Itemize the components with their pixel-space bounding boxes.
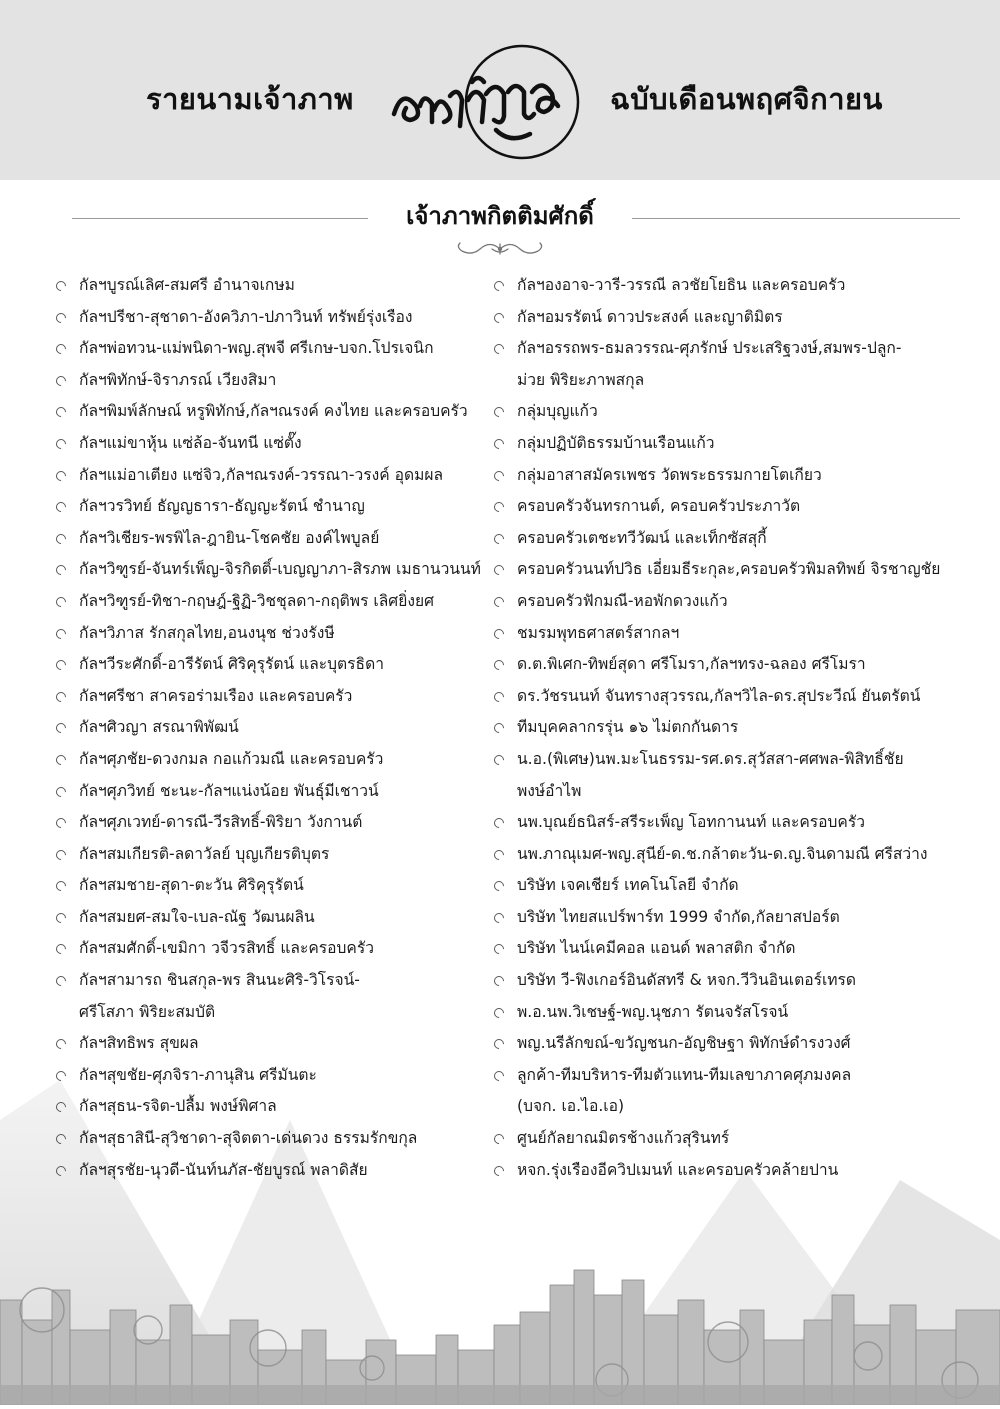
donor-name-line: ครอบครัวจันทรกานต์, ครอบครัวประภาวัต	[517, 497, 801, 516]
donor-name-line: กัลฯวิเชียร-พรพิไล-ฎายิน-โชคชัย องค์ไพบูลย์	[79, 528, 380, 547]
donor-list-item	[56, 839, 496, 871]
donor-name-line: กัลฯสุขชัย-ศุภจิรา-ภานุสิน ศรีมันตะ	[79, 1065, 317, 1084]
donor-name-line: กัลฯสามารถ ชินสกุล-พร สินนะศิริ-วิโรจน์-	[79, 971, 360, 990]
bullet-icon	[492, 595, 506, 609]
donor-name-line: กัลฯปรีชา-สุชาดา-อังควิภา-ปภาวินท์ ทรัพย์รุ่งเรือง	[79, 307, 413, 326]
donor-name-line: กลุ่มบุญแก้ว	[517, 402, 598, 421]
bullet-icon	[54, 1037, 68, 1051]
bullet-icon	[54, 784, 68, 798]
donor-list-item	[494, 681, 964, 713]
donor-name-line: ศรีโสภา พิริยะสมบัติ	[79, 1002, 216, 1021]
donor-list-item	[494, 270, 964, 302]
bullet-icon	[54, 279, 68, 293]
donor-name-line: กัลฯวิฑูรย์-ทิชา-กฤษฎ์-ฐิฏิ-วิชชุลดา-กฤติพร เลิศยิ่งยศ	[79, 591, 434, 610]
donor-list-item	[56, 270, 496, 302]
bullet-icon	[492, 1164, 506, 1178]
donor-list-item	[56, 712, 496, 744]
donor-name-line: ทีมบุคคลากรรุ่น ๑๖ ไม่ตกกันดาร	[517, 718, 739, 737]
donor-name-line: กัลฯศุภวิทย์ ชะนะ-กัลฯแน่งน้อย พันธุ์มีเชาวน์	[79, 781, 379, 800]
donor-name-line: หจก.รุ่งเรืองอีควิปเมนท์ และครอบครัวคล้ายปาน	[517, 1160, 839, 1179]
donor-list-item	[494, 1028, 964, 1060]
donor-name-line: บริษัท เจคเชียร์ เทคโนโลยี จำกัด	[517, 876, 739, 895]
donor-name-line: กัลฯพ่อทวน-แม่พนิดา-พญ.สุพจี ศรีเกษ-บจก.โปรเจนิก	[79, 339, 434, 358]
donor-name-line: กัลฯสมยศ-สมใจ-เบล-ณัฐ วัฒนผลิน	[79, 907, 315, 926]
donor-list-item	[56, 902, 496, 934]
donor-name-line: ดร.วัชรนนท์ จันทรางสุวรรณ,กัลฯวิไล-ดร.สุประวีณ์ ยันตรัตน์	[517, 686, 921, 705]
bullet-icon	[492, 721, 506, 735]
bullet-icon	[492, 342, 506, 356]
donor-list-item	[494, 428, 964, 460]
bullet-icon	[492, 816, 506, 830]
donor-list-item	[494, 396, 964, 428]
header-title-left: รายนามเจ้าภาพ	[146, 82, 354, 116]
donor-name-line: พ.อ.นพ.วิเชษฐ์-พญ.นุชภา รัตนจรัสโรจน์	[517, 1002, 789, 1021]
bullet-icon	[492, 974, 506, 988]
donor-list-item	[56, 933, 496, 965]
donor-list-item	[494, 870, 964, 902]
donor-list-item	[56, 302, 496, 334]
bullet-icon	[54, 1164, 68, 1178]
bullet-icon	[54, 942, 68, 956]
donor-name-line: กัลฯสุธน-รจิต-ปลื้ม พงษ์พิศาล	[79, 1097, 277, 1116]
bullet-icon	[54, 468, 68, 482]
bullet-icon	[54, 658, 68, 672]
bullet-icon	[492, 532, 506, 546]
donor-list-item	[494, 965, 964, 997]
donor-name-line: ชมรมพุทธศาสตร์สากลฯ	[517, 623, 680, 642]
donor-name-line: กัลฯแม่ขาหุ้น แซ่ล้อ-จันทนี แซ่ตั๊ง	[79, 433, 302, 452]
bullet-icon	[54, 532, 68, 546]
bullet-icon	[54, 437, 68, 451]
donor-list-item	[494, 491, 964, 523]
donor-name-line: กัลฯสิทธิพร สุขผล	[79, 1034, 199, 1053]
donor-name-line: กลุ่มอาสาสมัครเพชร วัดพระธรรมกายโตเกียว	[517, 465, 822, 484]
right-donor-list	[494, 270, 964, 1186]
donor-list-item	[56, 1091, 496, 1123]
donor-name-line: กัลฯสมชาย-สุดา-ตะวัน ศิริคุรุรัตน์	[79, 876, 304, 895]
donor-name-line: กัลฯวรวิทย์ ธัญญธารา-ธัญญะรัตน์ ชำนาญ	[79, 497, 365, 516]
bullet-icon	[54, 563, 68, 577]
donor-list-item	[56, 870, 496, 902]
bullet-icon	[492, 563, 506, 577]
donor-list-item	[56, 776, 496, 808]
donor-name-line: กัลฯสมศักดิ์-เขมิกา วจีวรสิทธิ์ และครอบครัว	[79, 939, 374, 958]
donor-list-item	[494, 554, 964, 586]
donor-name-line: น.อ.(พิเศษ)นพ.มะโนธรรม-รศ.ดร.สุวัสสา-ศศพล-พิสิทธิ์ชัย	[517, 749, 904, 768]
donor-list-item	[56, 1155, 496, 1187]
donor-name-line: ครอบครัวเตชะทวีวัฒน์ และเท็กซัสสุกี้	[517, 528, 767, 547]
donor-list-item	[56, 681, 496, 713]
donor-list-item	[494, 1060, 964, 1123]
donor-name-line: ศูนย์กัลยาณมิตรช้างแก้วสุรินทร์	[517, 1129, 730, 1148]
donor-name-line: พงษ์อำไพ	[517, 781, 582, 800]
donor-name-line: กัลฯศิวญา สรณาพิพัฒน์	[79, 718, 239, 737]
donor-name-line: ครอบครัวฟักมณี-หอพักดวงแก้ว	[517, 591, 728, 610]
donor-list-item	[56, 965, 496, 1028]
bullet-icon	[492, 311, 506, 325]
donor-name-line: ม่วย พิริยะภาพสกุล	[517, 370, 645, 389]
bullet-icon	[54, 595, 68, 609]
donor-name-line: นพ.บุณย์ธนิสร์-สรีระเพ็ญ โอทกานนท์ และครอบครัว	[517, 813, 865, 832]
donor-list-item	[494, 902, 964, 934]
bullet-icon	[54, 311, 68, 325]
donor-list-item	[494, 712, 964, 744]
donor-list-item	[494, 649, 964, 681]
donor-name-line: ด.ต.พิเศก-ทิพย์สุดา ศรีโมรา,กัลฯทรง-ฉลอง ศรีโมรา	[517, 655, 866, 674]
donor-name-line: กัลฯสุธาสินี-สุวิชาดา-สุจิตตา-เด่นดวง ธรรมรักขกุล	[79, 1129, 418, 1148]
bullet-icon	[54, 1132, 68, 1146]
donor-name-line: กัลฯพิมพ์ลักษณ์ หรูพิทักษ์,กัลฯณรงค์ คงไทย และครอบครัว	[79, 402, 468, 421]
donor-name-line: บริษัท ไนน์เคมีคอล แอนด์ พลาสติก จำกัด	[517, 939, 796, 958]
header-title-right: ฉบับเดือนพฤศจิกายน	[610, 82, 883, 116]
bullet-icon	[54, 626, 68, 640]
bullet-icon	[54, 342, 68, 356]
bullet-icon	[54, 500, 68, 514]
donor-list-item	[56, 1123, 496, 1155]
donor-list-item	[494, 807, 964, 839]
donor-list-item	[494, 302, 964, 334]
donor-list-item	[56, 460, 496, 492]
donor-name-line: กัลฯพิทักษ์-จิราภรณ์ เวียงสิมา	[79, 370, 277, 389]
donor-name-line: ลูกค้า-ทีมบริหาร-ทีมตัวแทน-ทีมเลขาภาคศุภมงคล	[517, 1065, 852, 1084]
section-title: เจ้าภาพกิตติมศักดิ์	[406, 202, 594, 230]
bullet-icon	[54, 721, 68, 735]
bullet-icon	[492, 437, 506, 451]
bullet-icon	[492, 279, 506, 293]
donor-name-line: กัลฯสมเกียรติ-ลดาวัลย์ บุญเกียรติบุตร	[79, 844, 330, 863]
bullet-icon	[54, 848, 68, 862]
left-donor-list	[56, 270, 496, 1186]
bullet-icon	[54, 1069, 68, 1083]
bullet-icon	[54, 753, 68, 767]
bullet-icon	[492, 911, 506, 925]
donor-name-line: นพ.ภาณุเมศ-พญ.สุนีย์-ด.ช.กล้าตะวัน-ด.ญ.จินดามณี ศรีสว่าง	[517, 844, 928, 863]
bullet-icon	[54, 974, 68, 988]
donor-name-line: กัลฯศรีชา สาครอร่ามเรือง และครอบครัว	[79, 686, 353, 705]
donor-list-item	[494, 586, 964, 618]
donor-name-line: พญ.นรีลักขณ์-ขวัญชนก-อัญชิษฐา พิทักษ์ดำรงวงศ์	[517, 1034, 851, 1053]
donor-name-line: บริษัท ไทยสแปร์พาร์ท 1999 จำกัด,กัลยาสปอร์ต	[517, 907, 840, 926]
bullet-icon	[54, 374, 68, 388]
donor-name-line: กัลฯอรรถพร-ธมลวรรณ-ศุภรักษ์ ประเสริฐวงษ์,สมพร-ปลูก-	[517, 339, 902, 358]
bullet-icon	[492, 1006, 506, 1020]
bullet-icon	[492, 1037, 506, 1051]
donor-list-item	[56, 618, 496, 650]
donor-list-item	[56, 1028, 496, 1060]
donor-list-item	[56, 554, 496, 586]
donor-list-item	[56, 1060, 496, 1092]
bullet-icon	[492, 626, 506, 640]
donor-name-line: กัลฯศุภชัย-ดวงกมล กอแก้วมณี และครอบครัว	[79, 749, 384, 768]
donor-name-line: กัลฯสุรชัย-นุวดี-นันท์นภัส-ชัยบูรณ์ พลาดิสัย	[79, 1160, 368, 1179]
bullet-icon	[492, 500, 506, 514]
bullet-icon	[492, 1132, 506, 1146]
donor-list-item	[494, 839, 964, 871]
donor-list-item	[494, 933, 964, 965]
bullet-icon	[492, 879, 506, 893]
donor-name-line: กัลฯบูรณ์เลิศ-สมศรี อำนาจเกษม	[79, 276, 295, 294]
section-rule-right	[632, 218, 960, 219]
bullet-icon	[492, 848, 506, 862]
bullet-icon	[492, 690, 506, 704]
donor-list-item	[494, 744, 964, 807]
donor-list-item	[56, 365, 496, 397]
bullet-icon	[54, 911, 68, 925]
donor-list-item	[56, 333, 496, 365]
donor-list-item	[494, 460, 964, 492]
bullet-icon	[492, 753, 506, 767]
donor-name-line: กัลฯอมรรัตน์ ดาวประสงค์ และญาติมิตร	[517, 307, 783, 326]
bullet-icon	[492, 942, 506, 956]
donor-list-item	[56, 491, 496, 523]
flourish-ornament-icon	[452, 238, 548, 260]
donor-name-line: กัลฯองอาจ-วารี-วรรณี ลวชัยโยธิน และครอบครัว	[517, 276, 846, 294]
bullet-icon	[54, 1100, 68, 1114]
donor-list-item	[494, 618, 964, 650]
donor-list-item	[56, 523, 496, 555]
donor-list-item	[56, 807, 496, 839]
bullet-icon	[492, 468, 506, 482]
donor-list-item	[494, 523, 964, 555]
donor-name-line: กัลฯวิฑูรย์-จันทร์เพ็ญ-จิรกิตติ์-เบญญาภา-สิรภพ เมธานวนนท์	[79, 560, 481, 579]
donor-list-item	[56, 586, 496, 618]
donor-name-line: ครอบครัวนนท์ปวิธ เอี่ยมธีระกุละ,ครอบครัวพิมลทิพย์ จิรชาญชัย	[517, 560, 941, 579]
donor-list-item	[56, 649, 496, 681]
donor-list-item	[494, 997, 964, 1029]
donor-name-line: กัลฯแม่อาเตียง แซ่จิว,กัลฯณรงค์-วรรณา-วรงค์ อุดมผล	[79, 465, 444, 484]
donor-list-item	[494, 333, 964, 396]
bullet-icon	[54, 405, 68, 419]
donor-name-line: กัลฯศุภเวทย์-ดารณี-วีรสิทธิ์-พิริยา วังกานต์	[79, 813, 363, 832]
donor-name-line: กัลฯวิภาส รักสกุลไทย,อนงนุช ช่วงรังษี	[79, 623, 335, 642]
ayunaibun-logo	[376, 36, 604, 166]
donor-list-item	[494, 1123, 964, 1155]
bullet-icon	[492, 405, 506, 419]
donor-name-line: บริษัท วี-ฟิงเกอร์อินดัสทรี & หจก.วีวินอินเตอร์เทรด	[517, 971, 857, 990]
donor-name-line: กลุ่มปฏิบัติธรรมบ้านเรือนแก้ว	[517, 433, 715, 452]
bullet-icon	[492, 1069, 506, 1083]
bullet-icon	[492, 658, 506, 672]
bullet-icon	[54, 879, 68, 893]
donor-list-item	[56, 428, 496, 460]
bullet-icon	[54, 690, 68, 704]
logo-graphic	[376, 36, 604, 166]
bullet-icon	[54, 816, 68, 830]
donor-name-line: กัลฯวีระศักดิ์-อารีรัตน์ ศิริคุรุรัตน์ และบุตรธิดา	[79, 655, 384, 674]
donor-list-item	[56, 744, 496, 776]
donor-name-line: (บจก. เอ.ไอ.เอ)	[517, 1097, 625, 1116]
donor-list-item	[56, 396, 496, 428]
donor-list-item	[494, 1155, 964, 1187]
